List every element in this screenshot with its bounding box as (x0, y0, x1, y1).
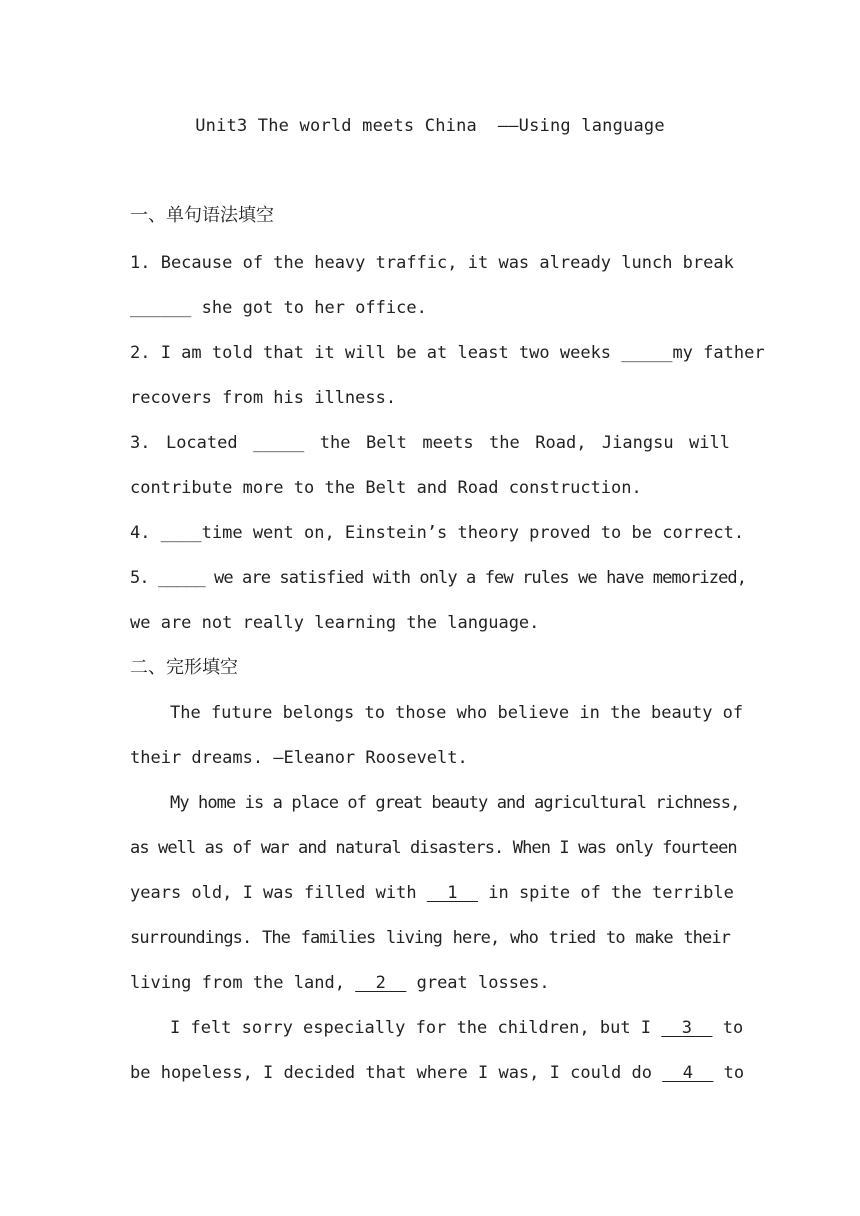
question-5-line-1: 5. _____ we are satisfied with only a few rules we have memorized, (130, 568, 747, 588)
text-run: to (713, 1063, 745, 1083)
text-run: years old, I was filled with (130, 883, 427, 903)
text-run: in spite of the terrible (478, 883, 734, 903)
question-4-line-1: 4. ____time went on, Einstein’s theory proved to be correct. (130, 523, 745, 543)
cloze-blank-2[interactable]: 2 (355, 973, 407, 993)
question-2-line-2: recovers from his illness. (130, 388, 397, 408)
paragraph-3-line-1 (170, 1016, 744, 1040)
paragraph-3-line-2 (130, 1061, 745, 1085)
cloze-blank-4[interactable]: 4 (662, 1063, 714, 1083)
paragraph-2-line-1: My home is a place of great beauty and agricultural richness, (170, 793, 740, 813)
text-run: I felt sorry especially for the children, but I (170, 1018, 662, 1038)
cloze-blank-1[interactable]: 1 (426, 883, 478, 903)
question-5-line-2: we are not really learning the language. (130, 613, 540, 633)
section-heading-cloze: 二、完形填空 (130, 657, 238, 678)
document-title: Unit3 The world meets China ——Using language (195, 116, 665, 136)
section-heading-grammar: 一、单句语法填空 (130, 205, 274, 226)
text-run: to (712, 1018, 744, 1038)
text-run: be hopeless, I decided that where I was, I could do (130, 1063, 663, 1083)
paragraph-2-line-5 (130, 971, 730, 995)
paragraph-2-line-4: surroundings. The families living here, who tried to make their (130, 928, 730, 948)
question-2-line-1: 2. I am told that it will be at least two weeks _____my father (130, 343, 765, 363)
question-3-line-1: 3. Located _____ the Belt meets the Road, Jiangsu will (130, 433, 730, 453)
text-run: great losses. (406, 973, 550, 993)
paragraph-2-line-3 (130, 881, 734, 905)
cloze-blank-3[interactable]: 3 (661, 1018, 713, 1038)
text-run: living from the land, (130, 973, 356, 993)
epigraph-line-2: their dreams. —Eleanor Roosevelt. (130, 748, 468, 768)
paragraph-2-line-2: as well as of war and natural disasters. When I was only fourteen (130, 838, 737, 858)
question-3-line-2: contribute more to the Belt and Road construction. (130, 478, 642, 498)
question-1-line-1: 1. Because of the heavy traffic, it was already lunch break (130, 253, 734, 273)
epigraph-line-1: The future belongs to those who believe in the beauty of (170, 703, 744, 723)
question-1-line-2: ______ she got to her office. (130, 298, 427, 318)
